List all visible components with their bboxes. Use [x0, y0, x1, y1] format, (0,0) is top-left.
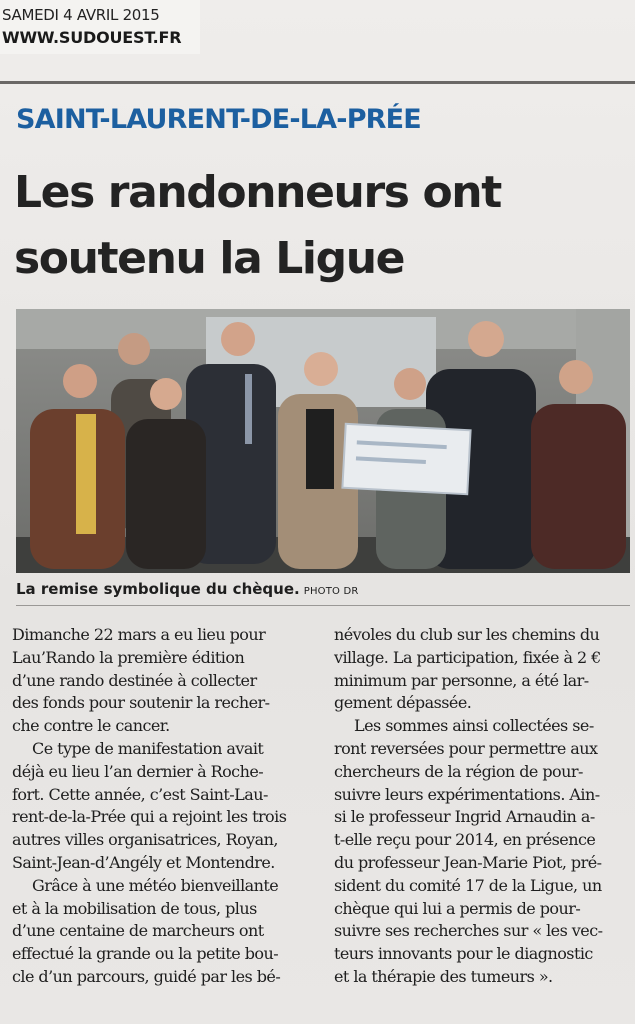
header-rule: [0, 81, 635, 84]
body-line: d’une centaine de marcheurs ont: [12, 921, 264, 941]
body-line: déjà eu lieu l’an dernier à Roche-: [12, 761, 264, 781]
bleed-through-text: [470, 30, 635, 80]
article-photo: [16, 309, 630, 573]
body-line: Saint-Jean-d’Angély et Montendre.: [12, 852, 275, 872]
body-line: t-elle reçu pour 2014, en présence: [334, 830, 596, 850]
caption-text: La remise symbolique du chèque.: [16, 580, 300, 598]
body-line: cle d’un parcours, guidé par les bé-: [12, 966, 281, 986]
body-line: d’une rando destinée à collecter: [12, 670, 257, 690]
body-line: ront reversées pour permettre aux: [334, 738, 598, 758]
body-line: Ce type de manifestation avait: [32, 738, 264, 758]
body-line: Lau’Rando la première édition: [12, 647, 245, 667]
body-line: si le professeur Ingrid Arnaudin a-: [334, 807, 595, 827]
article-column-2: [334, 624, 634, 989]
article-kicker: SAINT-LAURENT-DE-LA-PRÉE: [16, 104, 421, 135]
body-line: des fonds pour soutenir la recher-: [12, 693, 270, 713]
body-line: che contre le cancer.: [12, 716, 170, 736]
headline-line: Les randonneurs ont: [14, 167, 501, 218]
body-line: sident du comité 17 de la Ligue, un: [334, 875, 602, 895]
masthead: [0, 0, 200, 54]
body-line: village. La participation, fixée à 2 €: [334, 647, 601, 667]
body-line: chercheurs de la région de pour-: [334, 761, 583, 781]
body-line: et la thérapie des tumeurs ».: [334, 966, 553, 986]
article-column-1: [12, 624, 312, 989]
publication-website: WWW.SUDOUEST.FR: [2, 28, 182, 47]
body-line: effectué la grande ou la petite bou-: [12, 944, 279, 964]
body-line: teurs innovants pour le diagnostic: [334, 944, 593, 964]
article-headline: [14, 160, 614, 292]
body-line: suivre ses recherches sur « les vec-: [334, 921, 603, 941]
body-line: chèque qui lui a permis de pour-: [334, 898, 581, 918]
body-line: rent-de-la-Prée qui a rejoint les trois: [12, 807, 287, 827]
body-line: fort. Cette année, c’est Saint-Lau-: [12, 784, 268, 804]
body-line: Dimanche 22 mars a eu lieu pour: [12, 625, 266, 644]
body-line: Grâce à une météo bienveillante: [32, 875, 279, 895]
body-line: minimum par personne, a été lar-: [334, 670, 589, 690]
body-line: névoles du club sur les chemins du: [334, 625, 600, 644]
body-line: du professeur Jean-Marie Piot, pré-: [334, 852, 602, 872]
group-photo-illustration: [16, 309, 630, 573]
body-line: autres villes organisatrices, Royan,: [12, 830, 278, 850]
body-line: suivre leurs expérimentations. Ain-: [334, 784, 600, 804]
body-line: gement dépassée.: [334, 693, 472, 713]
photo-credit: PHOTO DR: [303, 586, 359, 597]
headline-line: soutenu la Ligue: [14, 233, 405, 284]
body-line: et à la mobilisation de tous, plus: [12, 898, 257, 918]
publication-date: SAMEDI 4 AVRIL 2015: [2, 6, 160, 24]
body-line: Les sommes ainsi collectées se-: [354, 716, 594, 736]
caption-divider: [16, 605, 630, 606]
photo-caption: [16, 580, 359, 598]
